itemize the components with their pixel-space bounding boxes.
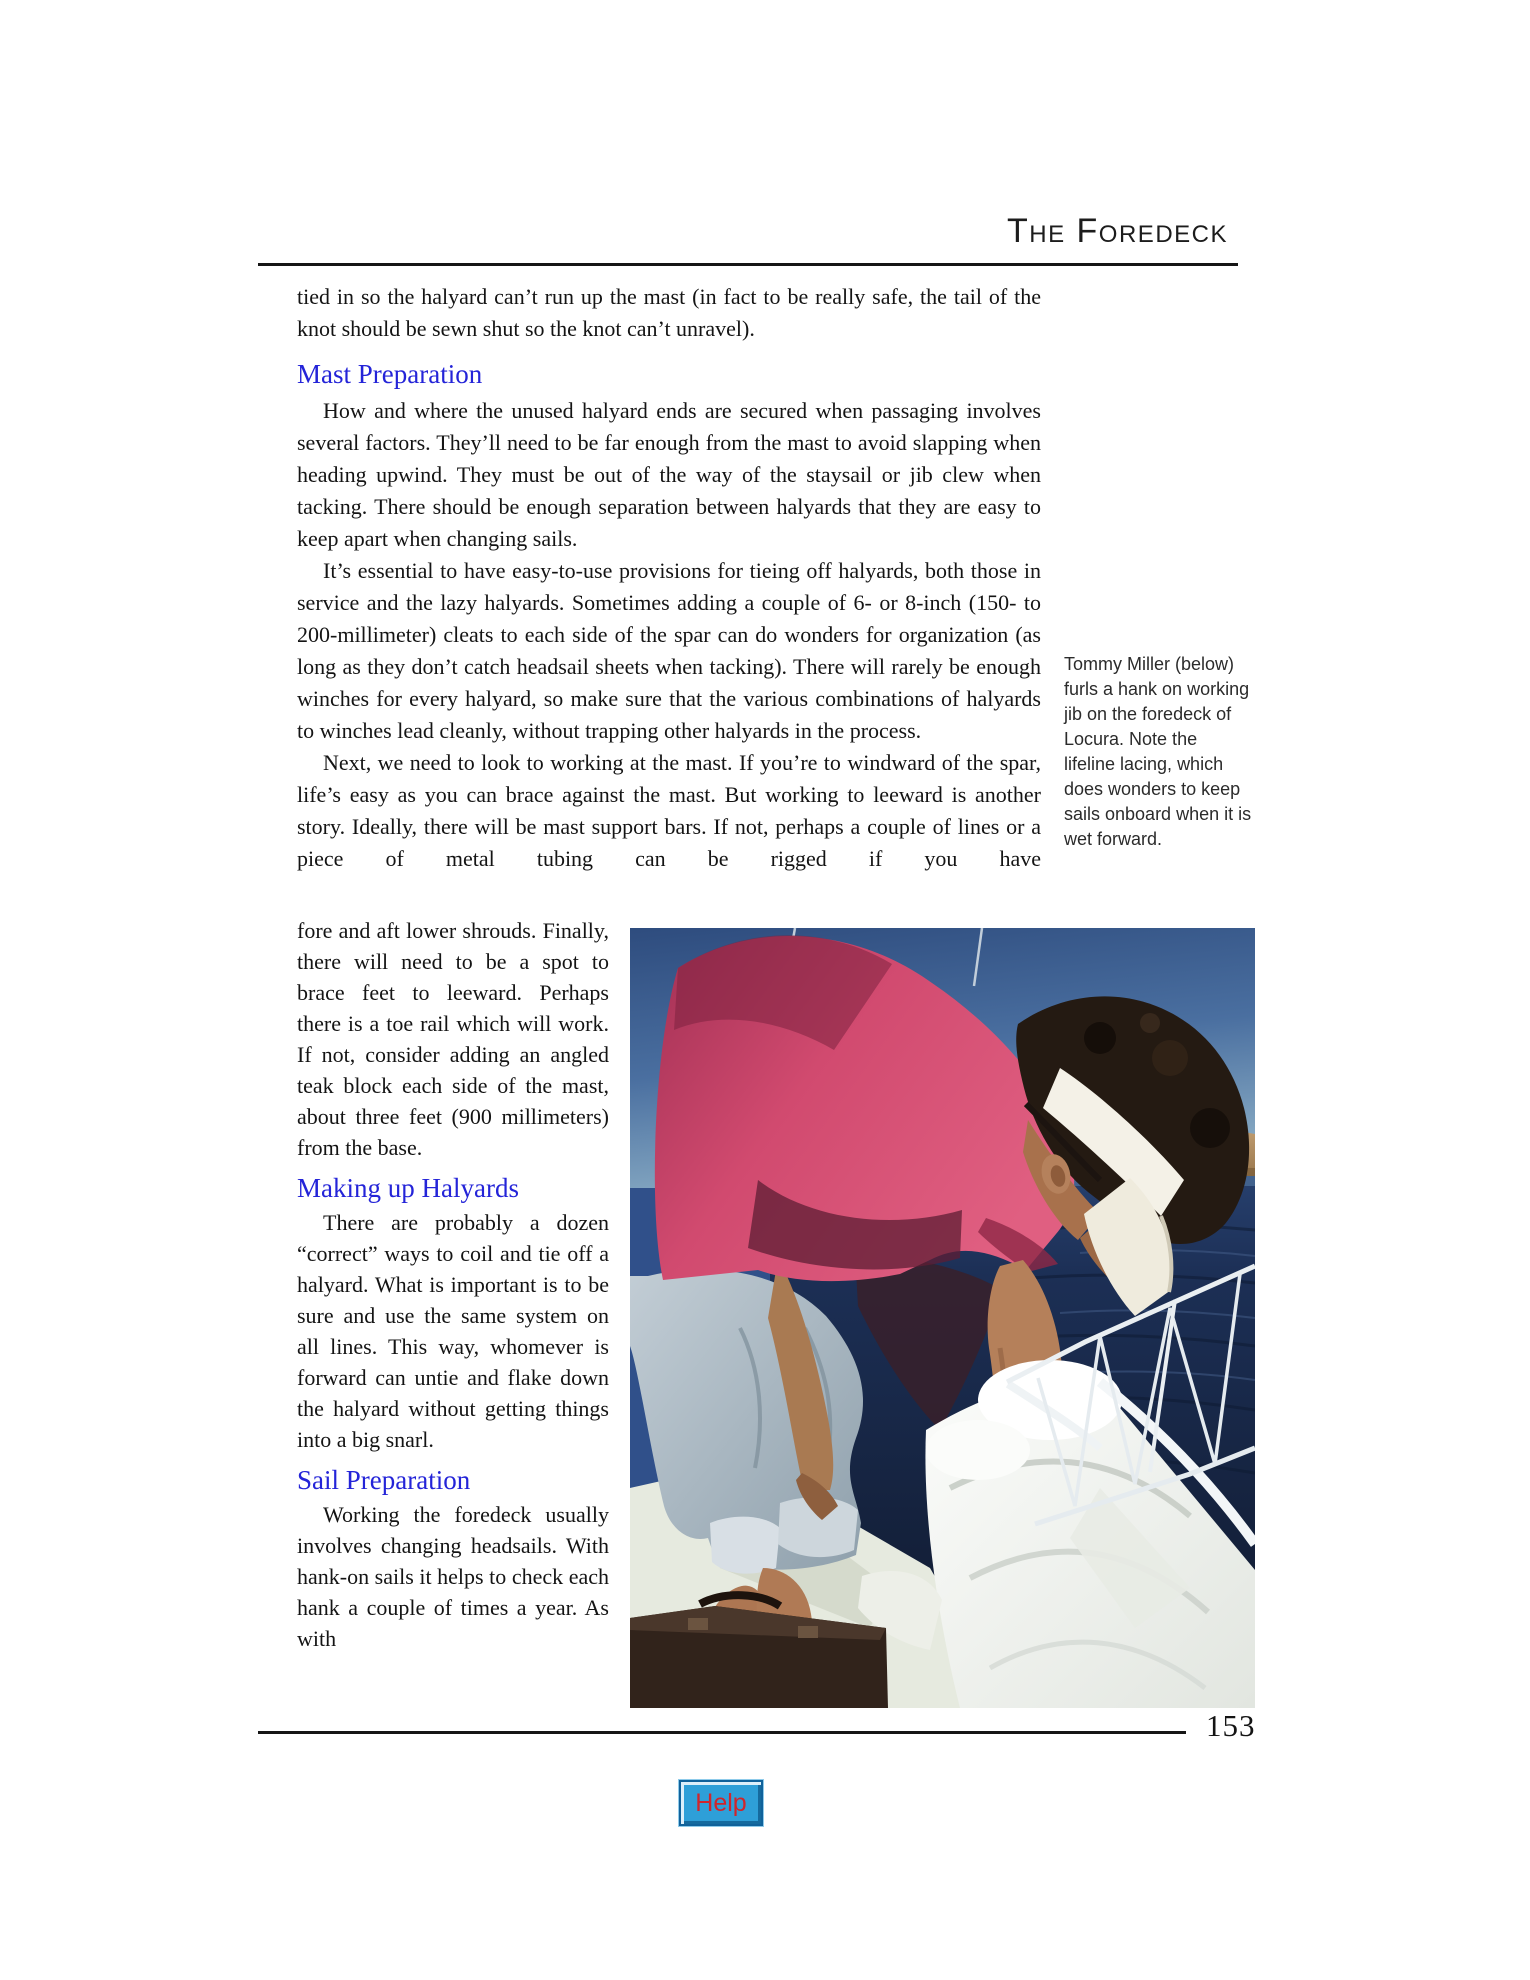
section-heading-making-up-halyards: Making up Halyards bbox=[297, 1173, 519, 1203]
photo-caption: Tommy Miller (below) furls a hank on working jib on the foredeck of Locura. Note the lifeline lacing, which does wonders to keep sails onboard when it is wet forward. bbox=[1064, 654, 1252, 849]
wrapped-text-column bbox=[297, 915, 609, 1654]
page-header-title: The Foredeck bbox=[1006, 212, 1228, 250]
paragraph: Next, we need to look to working at the mast. If you’re to windward of the spar, life’s easy as you can brace against the mast. But working to leeward is another story. Ideally, there will be mast support bars. If not, perhaps a couple of lines or a piece of metal tubing can be rigged if you have bbox=[297, 750, 1041, 871]
paragraph: Working the foredeck usually involves changing headsails. With hank-on sails it helps to check each hank a couple of times a year. As with bbox=[297, 1502, 609, 1651]
paragraph: There are probably a dozen “correct” ways to coil and tie off a halyard. What is important is to be sure and use the same system on all lines. This way, whomever is forward can untie and flake down the halyard without getting things into a big snarl. bbox=[297, 1210, 609, 1452]
section-heading-mast-preparation: Mast Preparation bbox=[297, 359, 483, 389]
paragraph-continuation: fore and aft lower shrouds. Finally, there will need to be a spot to brace feet to leeward. Perhaps there is a toe rail which will work. If not, consider adding an angled teak block each side of the mast, about three feet (900 millimeters) from the base. bbox=[297, 918, 609, 1160]
footer-rule bbox=[258, 1731, 1186, 1734]
paragraph-intro: tied in so the halyard can’t run up the mast (in fact to be really safe, the tail of the knot should be sewn shut so the knot can’t unravel). bbox=[297, 284, 1041, 341]
section-heading-sail-preparation: Sail Preparation bbox=[297, 1465, 471, 1495]
paragraph: It’s essential to have easy-to-use provisions for tieing off halyards, both those in service and the lazy halyards. Sometimes adding a couple of 6- or 8-inch (150- to 200-millimeter) cleats to each side of the spar can do wonders for organization (as long as they don’t catch headsail sheets when tacking). There will rarely be enough winches for every halyard, so make sure that the various combinations of halyards to winches lead cleanly, without trapping other halyards in the process. bbox=[297, 558, 1041, 743]
header-rule bbox=[258, 263, 1238, 266]
page-number: 153 bbox=[1206, 1708, 1256, 1743]
main-text-column bbox=[297, 281, 1041, 875]
paragraph: How and where the unused halyard ends are secured when passaging involves several factors. They’ll need to be far enough from the mast to avoid slapping when heading upwind. They must be out of the way of the staysail or jib clew when tacking. There should be enough separation between halyards that they are easy to keep apart when changing sails. bbox=[297, 398, 1041, 551]
foredeck-photo bbox=[630, 928, 1255, 1708]
help-button[interactable]: Help bbox=[679, 1780, 763, 1826]
